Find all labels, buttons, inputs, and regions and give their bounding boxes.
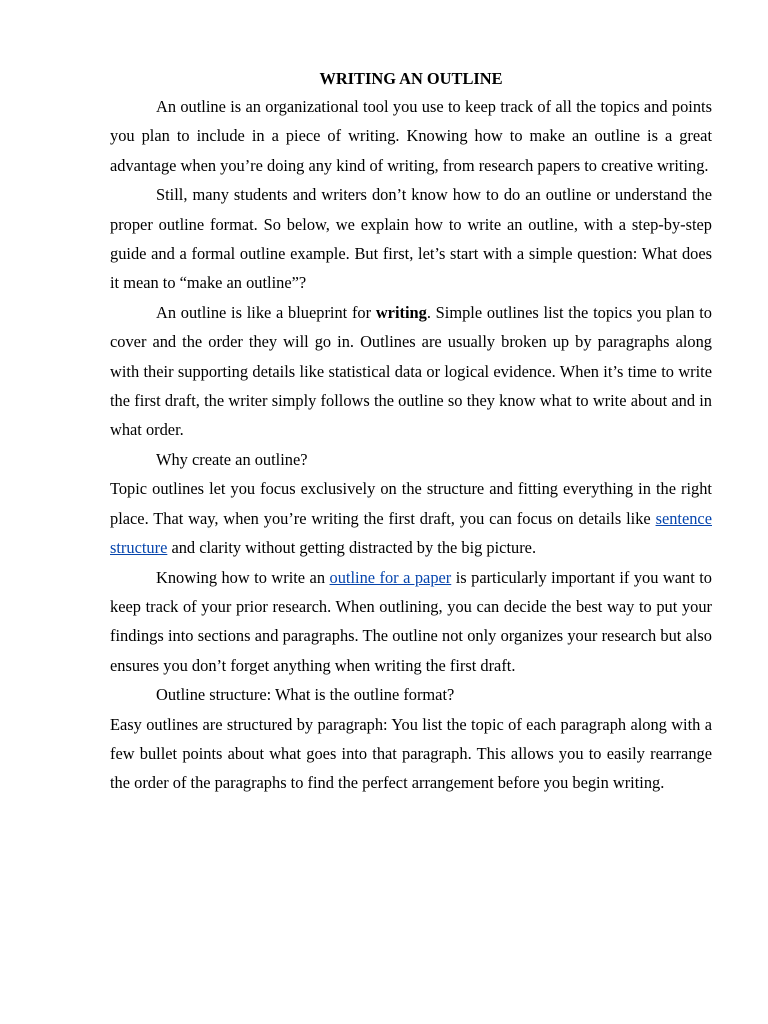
paragraph-topic-outlines [110,474,712,562]
heading-why-outline: Why create an outline? [156,449,308,469]
paragraph-blueprint-text-start: An outline is like a blueprint for [156,302,376,322]
paragraph-blueprint-text-end: . Simple outlines list the topics you plan to cover and the order they will go in. Outlines are usually broken up by paragraphs along with their supporting details like statistical data or logical evidence. When it’s time to write the first draft, the writer simply follows the outline so they know what to write about and in what order. [110,302,713,440]
link-sentence-structure[interactable]: sentence structure [110,508,712,558]
document-page [110,66,712,798]
link-outline-for-a-paper[interactable]: outline for a paper [329,567,452,587]
paragraph-outline-for-paper-text-start: Knowing how to write an [156,567,330,587]
paragraph-intro: An outline is an organizational tool you use to keep track of all the topics and points you plan to include in a piece of writing. Knowing how to make an outline is a great advantage when you’re doing any kind of writing, from research papers to creative writing. [110,97,712,175]
paragraph-format-question: Still, many students and writers don’t know how to do an outline or understand the proper outline format. So below, we explain how to write an outline, with a step-by-step guide and a formal outline example. But first, let’s start with a simple question: What does it mean to “make an outline”? [110,185,712,293]
paragraph-easy-outlines: Easy outlines are structured by paragraph: You list the topic of each paragraph along with a few bullet points about what goes into that paragraph. This allows you to easily rearrange the order of the paragraphs to find the perfect arrangement before you begin writing. [110,714,712,793]
paragraph-topic-outlines-text-start: Topic outlines let you focus exclusively on the structure and fitting everything in the right place. That way, when you’re writing the first draft, you can focus on details like [110,479,712,528]
paragraph-blueprint [110,298,712,445]
paragraph-topic-outlines-text-end: and clarity without getting distracted by the big picture. [167,538,537,558]
bold-word-writing: writing [375,302,427,322]
paragraph-outline-for-paper-text-end: is particularly important if you want to keep track of your prior research. When outlining, you can decide the best way to put your findings into sections and paragraphs. The outline not only organizes your research but also ensures you don’t forget anything when writing the first draft. [110,567,712,675]
paragraph-outline-for-paper [110,563,712,681]
heading-outline-structure: Outline structure: What is the outline format? [156,685,455,705]
document-title: WRITING AN OUTLINE [319,69,503,88]
